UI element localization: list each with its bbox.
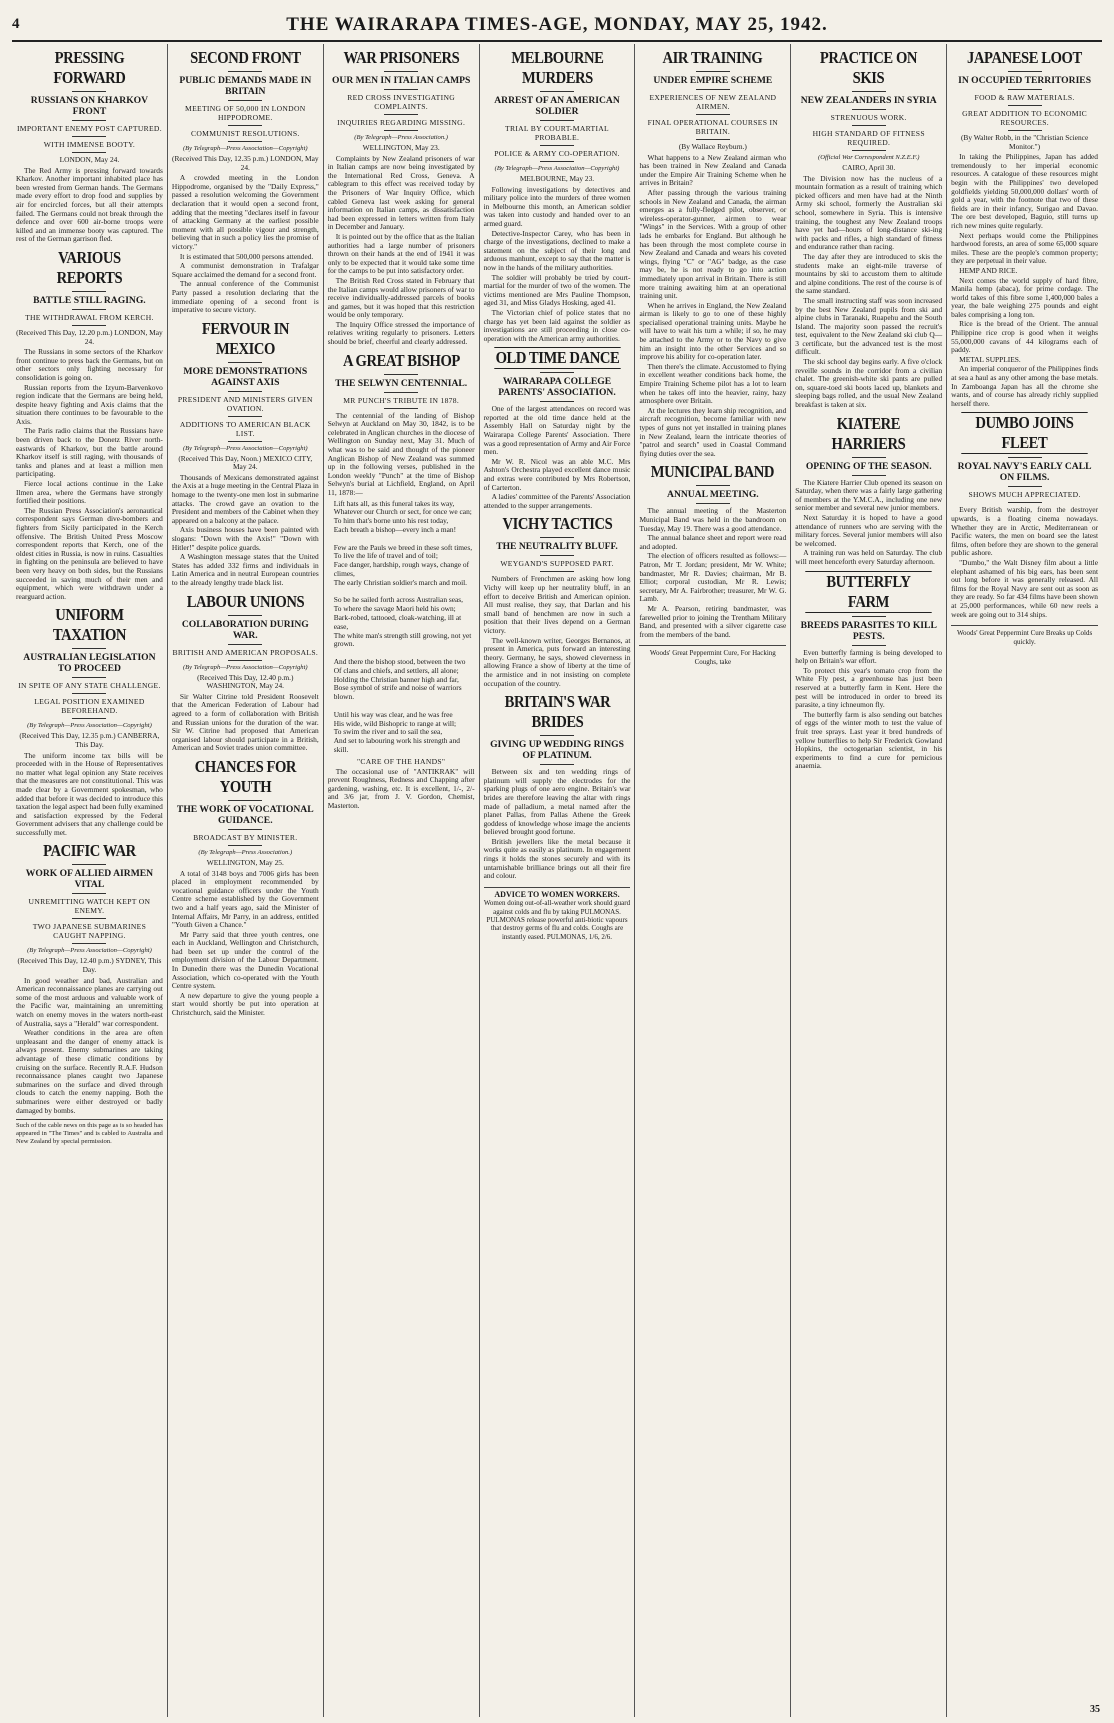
body-paragraph: Even butterfly farming is being developed to help on Britain's war effort. — [795, 647, 943, 666]
column-1 — [12, 44, 168, 1717]
rule-divider — [72, 152, 106, 153]
dateline: (By Wallace Reyburn.) — [678, 142, 747, 151]
headline: WAR PRISONERS — [343, 48, 460, 67]
dateline: (By Walter Robb, in the "Christian Science Monitor.") — [960, 133, 1089, 151]
body-paragraph: The election of officers resulted as follows:—Patron, Mr T. Jordan; president, Mr W. White; bandmaster, Mr R. Davies; chairman, Mr B. Elliot; corporal custodian, Mr R. Lewis; secretary, Mr A. Fairbrother; treasurer, Mr W. G. Lamb. — [639, 551, 787, 604]
body-paragraph: The soldier will probably be tried by court-martial for the murder of two of the women. The victims mentioned are Mrs Pauline Thompson, aged 31, and Miss Gladys Hosking, aged 41. — [483, 272, 631, 308]
rule-divider — [852, 109, 886, 110]
rule-divider — [1008, 71, 1042, 72]
rule-divider — [228, 660, 262, 661]
rule-divider — [72, 325, 106, 326]
body-paragraph: In taking the Philippines, Japan has added tremendously to her imperial economic resources. A catalogue of these resources might begin with the Philippines' two developed goldfields yielding 50,000,000 dollars' worth of gold a year, with the footnote that two of these fields are in their infancy, Surigao and Davao. The ore best developed, Baguio, still turns up rich new mines quite regularly. — [951, 152, 1099, 230]
press-credit: (By Telegraph—Press Association—Copyright) — [494, 165, 620, 172]
subheading: TWO JAPANESE SUBMARINES CAUGHT NAPPING. — [32, 922, 147, 941]
poem-verses: Lift hats all, as this funeral takes its way, Whatever our Church or sect, for once we can; To him that's borne unto his rest today, Each breath a bishop—every inch a man! Few are the Pauls we breed in these soft times, To live the life of travel and of toil; Face danger, hardship, rough ways, change of climes, The early Christian soldier's march and moil. So be he sailed forth across Australian seas, To where the savage Maori held his own; Bark-robed, tattooed, cloak-watching, ill at ease, The white man's strength still growing, not yet grown. And there the bishop stood, between the two Of clans and chiefs, and settlers, all alone; Holding the Christian banner high and far, Bose symbol of strife and noise of warriors blown. Until his way was clear, and he was free His wide, wild Bishopric to range at will; To swim the river and to sail the sea, And set to labouring work his strength and skill. — [333, 498, 473, 754]
headline: A GREAT BISHOP — [342, 350, 460, 370]
body-paragraph: A crowded meeting in the London Hippodrome, organised by the "Daily Express," passed a resolution welcoming the Government declaration that it would open a second front, adding that the meeting "declares itself in favour of attacking Germany at the earliest possible moment with all possible vigour and strength, believing that in such a policy lies the promise of victory." — [171, 173, 319, 251]
rule-divider — [384, 392, 418, 393]
body-paragraph: British jewellers like the metal because it works quite as easily as platinum. In engagement rings it holds the stones securely and with its untarnishable brilliance brings out all their fire and colour. — [483, 836, 631, 881]
subheading: TRIAL BY COURT-MARTIAL PROBABLE. — [505, 124, 609, 142]
subheading: IN OCCUPIED TERRITORIES — [958, 75, 1092, 86]
body-paragraph: A total of 3148 boys and 7006 girls has been placed in employment recommended by vocational guidance officers under the Youth Centre scheme established by the Government two and a half years ago, said the Minister of Internal Affairs, Mr Parry, in an address, entitled "Youth Given a Chance." — [171, 868, 319, 930]
rule-divider — [696, 503, 730, 504]
headline: KIATERE HARRIERS — [831, 413, 906, 453]
article — [172, 319, 319, 588]
body-paragraph: Detective-Inspector Carey, who has been in charge of the investigations, declined to make a statement on the subject of their long and arduous manhunt, except to say that the matter is now in the hands of the military authorities. — [483, 228, 631, 272]
body-paragraph: The Russian Press Association's aeronautical correspondent says German dive-bombers and fighters from Sicily participated in the Kerch offensive. The British United Press Moscow correspondent reports that Kerch, one of the oldest cities in Russia, is now in ruins. Casualties in fighting on the peninsula are believed to have been very heavy on both sides, but the Russians succeeded in saving much of their men and equipment, which were withdrawn under a rearguard action. — [16, 505, 163, 601]
body-paragraph: It is estimated that 500,000 persons attended. — [179, 251, 314, 261]
subheading: IMPORTANT ENEMY POST CAPTURED. — [16, 124, 162, 133]
headline: MELBOURNE MURDERS — [511, 48, 603, 87]
rule-divider — [540, 145, 574, 146]
rule-divider — [540, 372, 574, 373]
article — [639, 48, 786, 458]
ad-text: Woods' Great Peppermint Cure, For Hacking Coughs, take — [649, 649, 776, 666]
body-paragraph: The annual balance sheet and report were read and adopted. — [639, 533, 787, 551]
subheading: RED CROSS INVESTIGATING COMPLAINTS. — [347, 93, 456, 111]
rule-divider — [540, 120, 574, 121]
rule-divider — [228, 800, 262, 801]
rule-divider — [228, 100, 262, 101]
body-paragraph: Sir Walter Citrine told President Roosevelt that the American Federation of Labour had agreed to a form of collaboration with British and Russian unions for the duration of the war. Sir W. Citrine had proposed that American organised labour should participate in a British, American and Soviet trades union committee. — [171, 691, 319, 753]
newspaper-title: THE WAIRARAPA TIMES-AGE, MONDAY, MAY 25, 1942. — [286, 14, 828, 35]
rule-divider — [852, 457, 886, 458]
ad-title: ADVICE TO WOMEN WORKERS. — [494, 889, 620, 899]
article — [951, 412, 1098, 646]
article — [795, 48, 942, 410]
article — [484, 514, 631, 688]
rule-divider — [72, 120, 106, 121]
press-credit: (By Telegraph—Press Association.) — [198, 848, 293, 856]
subheading: PRESIDENT AND MINISTERS GIVEN OVATION. — [177, 394, 313, 413]
subheading: OUR MEN IN ITALIAN CAMPS — [331, 75, 471, 86]
article — [795, 571, 942, 771]
subheading: FOOD & RAW MATERIALS. — [974, 93, 1075, 102]
body-paragraph: Every British warship, from the destroyer upwards, is a floating cinema nowadays. Whether they are in Arctic, Mediterranean or Pacific waters, the men on board see the latest films, often before they are shown to the general public ashore. — [951, 505, 1099, 558]
rule-divider — [852, 475, 886, 476]
rule-divider — [72, 91, 106, 92]
body-paragraph: Then there's the climate. Accustomed to flying in excellent weather conditions back home, the Empire Training Scheme pilot has a lot to learn when he takes off into the heavier, rainy, hazy atmosphere over Britain. — [639, 361, 787, 406]
headline: PRESSING FORWARD — [53, 48, 126, 87]
subheading: WITH IMMENSE BOOTY. — [43, 140, 136, 149]
rule-divider — [384, 71, 418, 72]
rule-divider — [228, 845, 262, 846]
body-paragraph: Complaints by New Zealand prisoners of war in Italian camps are now being investigated by the International Red Cross, Geneva. A cablegram to this effect was received today by the Prisoners of War Inquiry Office, which cabled Geneva last week asking for general information on Italian camps, as dissatisfaction had been expressed in letters written from Italy in December and January. — [327, 153, 475, 232]
body-paragraph: Next Saturday it is hoped to have a good attendance of runners who are serving with the military forces. Several junior members will also be welcomed. — [795, 513, 943, 548]
rule-divider — [540, 401, 574, 402]
advertisement — [951, 625, 1098, 646]
rule-divider — [540, 764, 574, 765]
dateline: (Received This Day, 12.35 p.m.) CANBERRA, This Day. — [19, 731, 160, 749]
subheading: AUSTRALIAN LEGISLATION TO PROCEED — [23, 652, 156, 675]
subheading: THE SELWYN CENTENNIAL. — [335, 377, 468, 389]
headline: OLD TIME DANCE — [495, 348, 619, 368]
rule-divider — [540, 571, 574, 572]
subheading: MR PUNCH'S TRIBUTE IN 1878. — [343, 395, 460, 405]
rule-divider — [228, 644, 262, 645]
body-paragraph: Mr W. R. Nicol was an able M.C. Mrs Ashton's Orchestra played excellent dance music and extras were contributed by Mrs Robertson, of Carterton. — [483, 456, 631, 492]
headline: CHANCES FOR YOUTH — [194, 756, 296, 796]
article — [484, 48, 631, 343]
subheading: EXPERIENCES OF NEW ZEALAND AIRMEN. — [649, 93, 777, 111]
rule-divider — [228, 441, 262, 442]
rule-divider — [228, 125, 262, 126]
rule-divider — [852, 91, 886, 92]
body-paragraph: The butterfly farm is also sending out batches of eggs of the winter moth to test the value of fruit tree sprays. Last year it bred hundreds of yellow butterflies to help Sir Frederick Gowland Hopkins, the octogenarian scientist, in his experiments to find a cure for pernicious anaemia. — [795, 709, 943, 771]
subheading: OPENING OF THE SEASON. — [805, 460, 932, 472]
body-paragraph: The small instructing staff was soon increased by the best New Zealand pupils from ski and alpine clubs in Taranaki, Ruapehu and the South Island. The majority soon passed the recruit's test, equivalent to the New Zealand ski club Q—3 certificate, but the advanced test is the most difficult. — [795, 295, 943, 357]
body-paragraph: The Victorian chief of police states that no charge has yet been laid against the soldier as investigations are still proceeding in close co-operation with the American army authorities. — [483, 307, 631, 343]
headline: DUMBO JOINS FLEET — [961, 412, 1087, 454]
subheading: RUSSIANS ON KHARKOV FRONT — [30, 95, 149, 117]
subheading: BATTLE STILL RAGING. — [33, 294, 146, 306]
article — [172, 592, 319, 753]
article — [795, 414, 942, 567]
article — [484, 692, 631, 941]
rule-divider — [228, 71, 262, 72]
article — [328, 48, 475, 347]
dateline: (Received This Day, 12.35 p.m.) LONDON, May 24. — [172, 154, 319, 172]
body-paragraph: The occasional use of "ANTIKRAK" will prevent Roughness, Redness and Chapping after gardening, washing, etc. It is excellent, 1/-, 2/- and 3/6 jar, from J. V. Gordon, Chemist, Masterton. — [327, 766, 475, 811]
subheading: UNDER EMPIRE SCHEME — [653, 75, 773, 86]
body-paragraph: The day after they are introduced to skis the students make an eight-mile traverse of mountains by ski to accustom them to altitude and alpine conditions. The rest of the course is of the same standard. — [795, 251, 943, 296]
dateline: (Received This Day, 12.40 p.m.) SYDNEY, This Day. — [17, 956, 162, 975]
rule-divider — [852, 150, 886, 151]
press-credit: (By Telegraph—Press Association.) — [354, 134, 448, 141]
body-paragraph: The Red Army is pressing forward towards Kharkov. Another important inhabited place has been wrested from German hands. The Germans made every effort to drop food and supplies by air for encircled forces, but all their attempts failed. The Germans could not break through the defence and over 600 air-borne troops were killed and an immense booty was captured. The rest of the German garrison fled. — [16, 165, 163, 244]
article — [16, 841, 163, 1145]
subheading: MEETING OF 50,000 IN LONDON HIPPODROME. — [185, 104, 306, 122]
subheading: ANNUAL MEETING. — [667, 489, 759, 501]
subheading: GREAT ADDITION TO ECONOMIC RESOURCES. — [962, 109, 1088, 127]
dateline: (Received This Day, 12.40 p.m.) WASHINGTON, May 24. — [197, 672, 294, 691]
rule-divider — [228, 391, 262, 392]
headline: PACIFIC WAR — [43, 841, 136, 861]
subheading: SHOWS MUCH APPRECIATED. — [968, 490, 1081, 500]
rule-divider — [696, 139, 730, 140]
body-paragraph: The centennial of the landing of Bishop Selwyn at Auckland on May 30, 1842, is to be celebrated in Anglican churches in the diocese of Wellington on Sunday next, May 31. Much of what was to be said and thought of the pioneer Anglican Bishop of New Zealand was summed up in the following verses, published in the London weekly "Punch" at the time of Bishop Selwyn's burial at Lichfield, England, on April 11, 1878:— — [327, 410, 475, 497]
body-paragraph: At the lectures they learn ship recognition, and aircraft recognition, become familiar with new types of guns not yet installed in training planes in New Zealand, learn the intricate theories of "patrol and search" used in Coastal Command flying duties over the sea. — [639, 405, 787, 458]
rule-divider — [696, 485, 730, 486]
rule-divider — [384, 374, 418, 375]
body-paragraph: Mr A. Pearson, retiring bandmaster, was farewelled prior to joining the Trentham Military Band, and presented with a silver cigarette case from the members of the band. — [639, 603, 787, 639]
body-paragraph: A new departure to give the young people a start would shortly be put into operation at Christchurch, said the Minister. — [171, 990, 319, 1018]
press-credit: (By Telegraph—Press Association—Copyright) — [182, 145, 308, 152]
subheading: INQUIRIES REGARDING MISSING. — [337, 118, 466, 127]
headline: PRACTICE ON SKIS — [820, 48, 918, 87]
body-paragraph: Russian reports from the Izyum-Barvenkovo region indicate that the Germans are being held, despite heavy fighting and Axis claims that the situation there continues to be favourable to the Axis. — [16, 382, 163, 426]
body-paragraph: In good weather and bad, Australian and American reconnaissance planes are carrying out some of the most arduous and valuable work of the Pacific war, maintaining an unremitting watch on enemy moves in the waters north-east of Australia, says a "Herald" war correspondent. — [16, 975, 163, 1028]
subheading: BREEDS PARASITES TO KILL PESTS. — [800, 619, 937, 642]
body-paragraph: "Dumbo," the Walt Disney film about a little elephant ashamed of his big ears, has been sent out long before it was generally released. All films for the Royal Navy are sent out as soon as they are ready. So far 434 films have been shown at 25,000 performances, while 60 new reels a week are going out to 314 ships. — [951, 557, 1099, 619]
rule-divider — [852, 616, 886, 617]
rule-divider — [72, 648, 106, 649]
body-paragraph: The well-known writer, Georges Bernanos, at present in America, puts forward an interesting theory. Germany, he says, showed cleverness in allowing France a show of liberty at the time of the armistice and in not insisting on complete occupation of the country. — [483, 635, 631, 688]
headline: JAPANESE LOOT — [967, 48, 1082, 67]
subheading: PUBLIC DEMANDS MADE IN BRITAIN — [179, 75, 312, 97]
body-paragraph: One of the largest attendances on record was reported at the old time dance held at the Assembly Hall on Saturday night by the Wairarapa College Parents' Association. There was a good representation of Army and Air Force men. — [483, 404, 631, 457]
columns-container — [12, 44, 1102, 1717]
subheading: WORK OF ALLIED AIRMEN VITAL — [25, 868, 154, 891]
body-paragraph: The ski school day begins early. A five o'clock reveille sounds in the corridor from a civilian chalet. The greenish-white ski pants are pulled on, square-toed ski boots laced up, blankets and sleeping bags rolled, and the usual New Zealand breakfast is taken at six. — [795, 357, 943, 410]
rule-divider — [72, 864, 106, 865]
subheading: LEGAL POSITION EXAMINED BEFOREHAND. — [34, 697, 145, 716]
headline: FERVOUR IN MEXICO — [201, 318, 289, 358]
subheading: UNREMITTING WATCH KEPT ON ENEMY. — [28, 897, 151, 916]
body-paragraph: Thousands of Mexicans demonstrated against the Axis at a huge meeting in the Central Plaza in homage to the twenty-one men lost in submarine attacks. The crowd gave an ovation to the President and members of the Cabinet when they appeared on a balcony at the palace. — [171, 472, 319, 525]
rule-divider — [72, 718, 106, 719]
body-paragraph: Axis business houses have been painted with slogans: "Down with the Axis!" "Down with Hitler!" despite police guards. — [171, 525, 319, 552]
body-paragraph: HEMP AND RICE. — [959, 265, 1018, 275]
body-paragraph: The annual conference of the Communist Party passed a resolution declaring that the immediate opening of a second front is imperative to secure victory. — [171, 279, 319, 315]
body-paragraph: It is pointed out by the office that as the Italian authorities had a large number of prisoners thrown on their hands at the end of 1941 it was only to be expected that it would take some time for the camps to be put into satisfactory order. — [327, 231, 475, 276]
rule-divider — [384, 89, 418, 90]
column-4 — [480, 44, 636, 1717]
dateline: CAIRO, April 30. — [842, 163, 896, 172]
subheading: BRITISH AND AMERICAN PROPOSALS. — [172, 647, 319, 657]
headline: BUTTERFLY FARM — [806, 571, 932, 613]
column-3 — [324, 44, 480, 1717]
column-6 — [791, 44, 947, 1717]
headline: BRITAIN'S WAR BRIDES — [504, 692, 610, 732]
headline: LABOUR UNIONS — [186, 591, 305, 611]
dateline: (Received This Day, 12.20 p.m.) LONDON, May 24. — [16, 327, 163, 346]
body-paragraph: The Russians in some sectors of the Kharkov front continue to press back the Germans, but on other sectors only fighting necessary for consolidation is going on. — [16, 347, 163, 382]
article — [484, 347, 631, 510]
body-paragraph: The Kiatere Harrier Club opened its season on Saturday, when there was a fairly large gathering of members at the Y.M.C.A., including one new senior member and several new junior members. — [795, 477, 943, 513]
subheading: ADDITIONS TO AMERICAN BLACK LIST. — [179, 419, 311, 438]
masthead — [12, 8, 1102, 42]
page-number: 4 — [12, 16, 20, 32]
rule-divider — [1008, 486, 1042, 487]
rule-divider — [1008, 457, 1042, 458]
rule-divider — [540, 91, 574, 92]
body-paragraph: The Inquiry Office stressed the importance of relatives writing regularly to prisoners. Letters should be brief, cheerful and clearly addressed. — [327, 319, 475, 347]
subheading: NEW ZEALANDERS IN SYRIA — [800, 95, 937, 106]
rule-divider — [72, 291, 106, 292]
advertisement — [484, 887, 631, 941]
dateline: WELLINGTON, May 23. — [362, 143, 440, 152]
body-paragraph: A ladies' committee of the Parents' Association attended to the supper arrangements. — [483, 492, 631, 510]
subheading: FINAL OPERATIONAL COURSES IN BRITAIN. — [647, 118, 779, 136]
subheading: WAIRARAPA COLLEGE PARENTS' ASSOCIATION. — [498, 376, 616, 399]
body-paragraph: The Paris radio claims that the Russians have been driven back to the Donetz River north-eastwards of Kharkov, but the battle around Kharkov itself is still raging, with thousands of tanks and planes and at least a million men participating. — [16, 426, 163, 479]
subheading: THE NEUTRALITY BLUFF. — [496, 541, 618, 553]
body-paragraph: To protect this year's tomato crop from the White Fly pest, a greenhouse has just been reserved at a butterfly farm in Kent. Here the pest will be introduced in order to breed its parasite, a tiny ichneumon fly. — [795, 665, 943, 710]
body-paragraph: When he arrives in England, the New Zealand airman is likely to go to one of these highly specialised operational training units. Maybe he will have to wait his turn a while; if so, he may be attached to the Army or to the Navy to give him an insight into the other Services and so improve his ability for co-operation later. — [639, 300, 787, 362]
subheading: POLICE & ARMY CO-OPERATION. — [494, 149, 620, 158]
body-paragraph: Following investigations by detectives and military police into the murders of three women in Melbourne this month, an American soldier was taken into custody and handed over to an armed guard. — [483, 184, 631, 228]
body-paragraph: The uniform income tax bills will be proceeded with in the House of Representatives no matter what legal opinion any State receives that the measures are not constitutional. This was made clear by a Government spokesman, who added that before it was decided to introduce this taxation the legal aspect had been fully examined and satisfaction expressed by the Federal Government advisers that any challenge could be successfully met. — [16, 750, 163, 837]
body-paragraph: Weather conditions in the area are often unpleasant and the danger of enemy attack is always present. Enemy submarines are taking advantage of these climatic conditions by cruising on the surface. Recently R.A.F. Hudson reconnaissance planes caught two Japanese submarines on the surface and dived through clouds to catch the enemy napping. Both the submarines were either destroyed or badly damaged by bombs. — [16, 1028, 163, 1115]
rule-divider — [540, 161, 574, 162]
rule-divider — [696, 71, 730, 72]
rule-divider — [540, 537, 574, 538]
rule-divider — [540, 735, 574, 736]
rule-divider — [72, 943, 106, 944]
article — [172, 48, 319, 315]
ad-text: Woods' Great Peppermint Cure Breaks up Colds quickly. — [956, 629, 1093, 646]
headline: MUNICIPAL BAND — [651, 462, 775, 482]
body-paragraph: An imperial conqueror of the Philippines finds at sea a haul as any other among the base metals. In Zamboanga Japan has all the chrome she wants, and of course has already richly supplied herself there. — [951, 364, 1099, 408]
headline: UNIFORM TAXATION — [52, 605, 127, 645]
headline: VICHY TACTICS — [502, 514, 612, 534]
body-paragraph: The Division now has the nucleus of a mountain formation as a result of training which picked officers and men have had at the Ninth Army ski school, formerly the Australian ski school, somewhere in Syria. This is intensive training, the toughest any New Zealand troops have yet had—hours of long-distance ski-ing with packs and rifles, a high standard of fitness and endurance rather than racing. — [795, 173, 943, 252]
body-paragraph: Rice is the bread of the Orient. The annual Philippine rice crop is good when it weighs 55,000,000 cavans of 44 kilograms each of paddy. — [951, 319, 1099, 355]
body-paragraph: A Washington message states that the United States has added 332 firms and individuals in Latin America and in neutral European countries to the already lengthy trade black list. — [171, 552, 319, 587]
subheading: COMMUNIST RESOLUTIONS. — [191, 129, 300, 138]
copyright-note: Such of the cable news on this page as is so headed has appeared in "The Times" and is cabled to Australia and New Zealand by special permission. — [16, 1119, 163, 1145]
subheading: HIGH STANDARD OF FITNESS REQUIRED. — [812, 129, 925, 147]
body-paragraph: Fierce local actions continue in the Lake Ilmen area, where the Germans have strongly fortified their positions. — [16, 479, 163, 506]
subheading: STRENUOUS WORK. — [830, 113, 907, 122]
subheading: "CARE OF THE HANDS" — [356, 756, 446, 766]
press-credit: (By Telegraph—Press Association—Copyright) — [27, 947, 152, 955]
press-credit: (Official War Correspondent N.Z.E.F.) — [818, 154, 920, 161]
headline: SECOND FRONT — [189, 48, 301, 67]
body-paragraph: After passing through the various training schools in New Zealand and Canada, the airman emerges as a fully-fledged pilot, observer, or wireless-operator-gunner, airmen to wear "Wings" in the Services. With a group of other lads he embarks for England. But although he has been through the most complete course in New Zealand and Canada and wears his coveted wings, flying "C" or "AG" badge, as the case may be, he is not ready to go into action immediately upon arrival in Britain. There is still more training awaiting him at an operational training unit. — [639, 187, 787, 301]
subheading: THE WORK OF VOCATIONAL GUIDANCE. — [176, 803, 314, 826]
body-paragraph: Next perhaps would come the Philippines hardwood forests, an area of some 65,000 square miles. These are the people's common property; they are perpetual in their value. — [951, 230, 1099, 266]
subheading: IN SPITE OF ANY STATE CHALLENGE. — [18, 681, 161, 691]
rule-divider — [228, 615, 262, 616]
body-paragraph: The annual meeting of the Masterton Municipal Band was held in the bandroom on Tuesday, May 19. There was a good attendance. — [639, 506, 787, 533]
rule-divider — [228, 141, 262, 142]
rule-divider — [72, 309, 106, 310]
press-credit: (By Telegraph—Press Association—Copyright) — [182, 444, 308, 452]
rule-divider — [1008, 502, 1042, 503]
rule-divider — [72, 136, 106, 137]
press-credit: (By Telegraph—Press Association—Copyright) — [182, 663, 308, 671]
body-paragraph: METAL SUPPLIES. — [959, 354, 1021, 364]
rule-divider — [852, 645, 886, 646]
article — [16, 605, 163, 837]
article — [16, 48, 163, 244]
body-paragraph: A training run was held on Saturday. The club will meet henceforth every Saturday afternoon. — [795, 548, 943, 566]
body-paragraph: Numbers of Frenchmen are asking how long Vichy will keep up her neutrality bluff, in an effort to deceive British and American opinion. All must realise, they say, that Darlan and his small band of henchmen are now in such a position that their lives depend on a German victory. — [483, 574, 631, 635]
article — [172, 757, 319, 1018]
headline: VARIOUS REPORTS — [56, 247, 123, 287]
body-paragraph: The British Red Cross stated in February that the Italian camps would allow prisoners of war to receive individually-addressed parcels of books and games, but it was hoped that this restriction would be only temporary. — [327, 275, 475, 320]
article — [951, 48, 1098, 408]
rule-divider — [852, 125, 886, 126]
dateline: WELLINGTON, May 25. — [206, 857, 284, 867]
body-paragraph: What happens to a New Zealand airman who has been trained in New Zealand and Canada under the Empire Air Training Scheme when he arrives in Britain? — [639, 152, 787, 188]
subheading: ARREST OF AN AMERICAN SOLDIER — [494, 95, 620, 117]
rule-divider — [72, 918, 106, 919]
headline: AIR TRAINING — [662, 48, 763, 67]
subheading: GIVING UP WEDDING RINGS OF PLATINUM. — [490, 739, 624, 762]
dateline: MELBOURNE, May 23. — [519, 174, 595, 183]
subheading: BROADCAST BY MINISTER. — [193, 832, 298, 842]
press-credit: (By Telegraph—Press Association—Copyright) — [27, 722, 152, 730]
rule-divider — [1008, 130, 1042, 131]
dateline: LONDON, May 24. — [59, 155, 120, 164]
rule-divider — [696, 114, 730, 115]
body-paragraph: Next comes the world supply of hard fibre, Manila hemp (abaca), for prime cordage. The world takes of this fibre some 1,400,000 bales a year, the bale weighing 275 pounds and eight bales comprising a long ton. — [951, 275, 1099, 319]
advertisement — [639, 645, 786, 666]
article — [16, 248, 163, 601]
folio-number: 35 — [1090, 1704, 1100, 1715]
rule-divider — [228, 829, 262, 830]
body-paragraph: Between six and ten wedding rings of platinum will supply the electrodes for the sparking plugs of one aero engine. Britain's war brides are therefore leaving the altar with rings made of palladium, a metal named after the planet Pallas, from Pallas Athene the Greek goddess of knowledge whose image the ancients believed brought good fortune. — [483, 767, 631, 837]
rule-divider — [384, 130, 418, 131]
column-2 — [168, 44, 324, 1717]
subheading: MORE DEMONSTRATIONS AGAINST AXIS — [183, 365, 308, 388]
rule-divider — [228, 362, 262, 363]
rule-divider — [540, 555, 574, 556]
rule-divider — [696, 89, 730, 90]
rule-divider — [72, 893, 106, 894]
body-paragraph: A communist demonstration in Trafalgar Square acclaimed the demand for a second front. — [171, 261, 319, 279]
column-5 — [635, 44, 791, 1717]
rule-divider — [72, 693, 106, 694]
article — [328, 351, 475, 811]
subheading: COLLABORATION DURING WAR. — [181, 618, 309, 641]
ad-text: Women doing out-of-all-weather work should guard against colds and flu by taking PULMONAS. PULMONAS release powerful anti-biotic vapours that destroy germs of flu and colds. Coughs are instantly eased. PULMONAS, 1/6, 2/6. — [483, 899, 631, 941]
rule-divider — [228, 416, 262, 417]
rule-divider — [384, 114, 418, 115]
column-7 — [947, 44, 1102, 1717]
subheading: THE WITHDRAWAL FROM KERCH. — [25, 312, 154, 322]
rule-divider — [1008, 89, 1042, 90]
body-paragraph: Mr Parry said that three youth centres, one each in Auckland, Wellington and Christchurch, had been set up under the control of the employment division of the Labour Department. In Dunedin there was the Dunedin Vocational Association, which co-operated with the Youth Centre system. — [171, 929, 319, 991]
subheading: ROYAL NAVY'S EARLY CALL ON FILMS. — [957, 461, 1092, 484]
dateline: (Received This Day, Noon.) MEXICO CITY, May 24. — [178, 453, 313, 472]
subheading: WEYGAND'S SUPPOSED PART. — [500, 559, 614, 569]
rule-divider — [72, 677, 106, 678]
rule-divider — [1008, 105, 1042, 106]
rule-divider — [384, 408, 418, 409]
article — [639, 462, 786, 666]
